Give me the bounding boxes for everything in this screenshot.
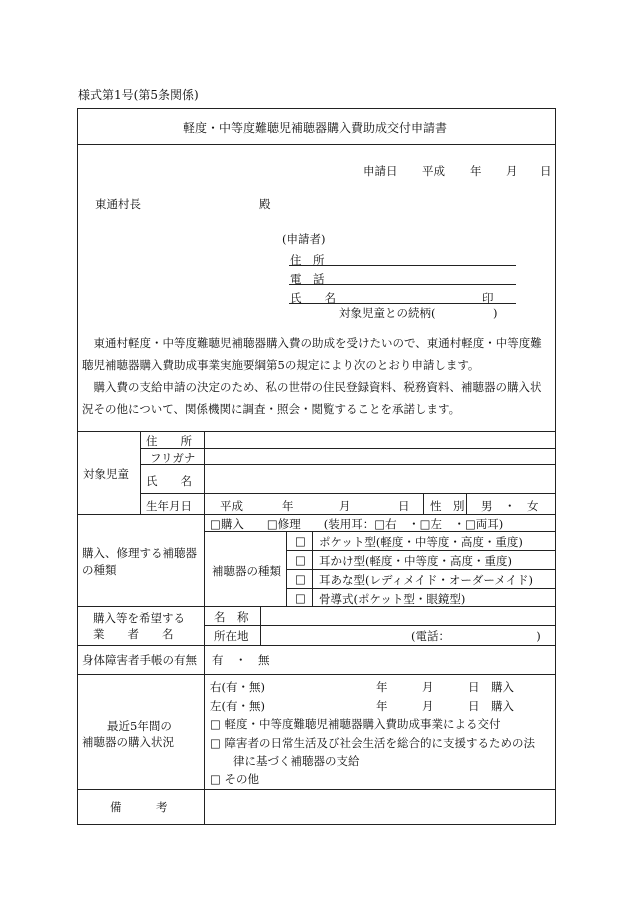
vendor-section-divider bbox=[77, 645, 556, 646]
application-date-era: 平成 bbox=[422, 164, 445, 178]
history-option-other[interactable]: □ その他 bbox=[210, 772, 260, 786]
applicant-name-line[interactable] bbox=[289, 303, 516, 304]
child-name-label: 氏 名 bbox=[146, 474, 192, 488]
kind-divider-3 bbox=[286, 588, 556, 589]
history-right-date: 年 月 日 購入 bbox=[376, 680, 514, 694]
kind-option-bone-conduction: 骨導式(ポケット型・眼鏡型) bbox=[319, 592, 466, 606]
application-date-label: 申請日 bbox=[363, 164, 398, 178]
sex-left-vline bbox=[423, 493, 424, 514]
seal-mark: 印 bbox=[482, 291, 494, 305]
vendor-phone: (電話： ) bbox=[411, 629, 541, 643]
birth-year: 年 bbox=[282, 499, 294, 513]
child-address-divider bbox=[140, 448, 556, 449]
addressee-honorific: 殿 bbox=[259, 197, 271, 211]
child-birthdate-label: 生年月日 bbox=[146, 499, 192, 513]
kind-option-behind-ear: 耳かけ型(軽度・中等度・高度・重度) bbox=[319, 554, 512, 568]
kind-divider-1 bbox=[286, 550, 556, 551]
addressee-name: 東通村長 bbox=[95, 197, 141, 211]
handbook-options[interactable]: 有 ・ 無 bbox=[212, 653, 270, 667]
consent-paragraph-1-line-1: 東通村軽度・中等度難聴児補聴器購入費の助成を受けたいので、東通村軽度・中等度難 bbox=[82, 336, 542, 350]
consent-paragraph-2-line-2: 況その他について、関係機関に調査・照会・閲覧することを承諾します。 bbox=[82, 402, 461, 416]
history-label-line-1: 最近5年間の bbox=[107, 719, 172, 733]
history-section-divider bbox=[77, 789, 556, 790]
vendor-address-label: 所在地 bbox=[214, 629, 249, 643]
applicant-phone-line[interactable] bbox=[289, 284, 516, 285]
sex-options[interactable]: 男 ・ 女 bbox=[481, 499, 539, 513]
history-label-line-2: 補聴器の購入状況 bbox=[82, 735, 174, 749]
sex-right-vline bbox=[466, 493, 467, 514]
applicant-address-line[interactable] bbox=[289, 265, 516, 266]
application-date-day: 日 bbox=[540, 164, 552, 178]
kind-divider-2 bbox=[286, 569, 556, 570]
applicant-heading: (申請者) bbox=[282, 232, 326, 246]
child-section-divider bbox=[77, 514, 556, 515]
kind-option-pocket: ポケット型(軽度・中等度・高度・重度) bbox=[319, 535, 523, 549]
history-option-grant[interactable]: □ 軽度・中等度難聴児補聴器購入費助成事業による交付 bbox=[210, 717, 501, 731]
kind-option-in-ear: 耳あな型(レディメイド・オーダーメイド) bbox=[319, 573, 534, 587]
history-left-date: 年 月 日 購入 bbox=[376, 699, 514, 713]
child-furigana-divider bbox=[140, 464, 556, 465]
kind-checkbox-1[interactable]: □ bbox=[295, 534, 306, 548]
label-column-vline bbox=[204, 431, 205, 825]
history-left-ear[interactable]: 左(有・無) bbox=[210, 699, 265, 713]
history-right-ear[interactable]: 右(有・無) bbox=[210, 680, 265, 694]
purchase-kind-label-line-2: の種類 bbox=[82, 563, 117, 577]
consent-paragraph-1-line-2: 聴児補聴器購入費助成事業実施要綱第5の規定により次のとおり申請します。 bbox=[82, 358, 480, 372]
purchase-kind-label-line-1: 購入、修理する補聴器 bbox=[82, 546, 197, 560]
form-title: 軽度・中等度難聴児補聴器購入費助成交付申請書 bbox=[182, 121, 447, 135]
kind-label-vline bbox=[286, 531, 287, 606]
application-date-year: 年 bbox=[470, 164, 482, 178]
applicant-name-label: 氏 名 bbox=[290, 291, 336, 305]
handbook-label: 身体障害者手帳の有無 bbox=[82, 653, 197, 667]
child-name-divider bbox=[140, 493, 556, 494]
remarks-label: 備 考 bbox=[110, 800, 168, 814]
kind-checkbox-3[interactable]: □ bbox=[295, 572, 306, 586]
applicant-phone-label: 電 話 bbox=[290, 272, 325, 286]
birth-era: 平成 bbox=[220, 499, 243, 513]
consent-paragraph-2-line-1: 購入費の支給申請の決定のため、私の世帯の住民登録資料、税務資料、補聴器の購入状 bbox=[82, 380, 542, 394]
history-option-support-law-cont: 律に基づく補聴器の支給 bbox=[210, 754, 360, 768]
table-top-divider bbox=[77, 431, 556, 432]
title-divider bbox=[77, 144, 556, 145]
kind-checkbox-vline bbox=[312, 531, 313, 606]
vendor-label-line-1: 購入等を希望する bbox=[93, 611, 185, 625]
handbook-section-divider bbox=[77, 674, 556, 675]
child-furigana-label: フリガナ bbox=[150, 451, 196, 465]
purchase-section-divider bbox=[77, 606, 556, 607]
history-option-support-law[interactable]: □ 障害者の日常生活及び社会生活を総合的に支援するための法 bbox=[210, 736, 536, 750]
vendor-label-line-2: 業 者 名 bbox=[93, 627, 174, 641]
kind-checkbox-2[interactable]: □ bbox=[295, 553, 306, 567]
vendor-inner-vline bbox=[260, 606, 261, 645]
kind-checkbox-4[interactable]: □ bbox=[295, 591, 306, 605]
relation-to-child: 対象児童との続柄( ) bbox=[339, 306, 498, 320]
application-date-month: 月 bbox=[506, 164, 518, 178]
vendor-divider bbox=[204, 625, 556, 626]
purchase-type-options[interactable]: □購入 □修理 (装用耳：□右 ・□左 ・□両耳) bbox=[210, 517, 504, 531]
child-section-label: 対象児童 bbox=[83, 467, 129, 481]
child-inner-vline bbox=[140, 431, 141, 514]
sex-label: 性 別 bbox=[430, 499, 465, 513]
child-address-label: 住 所 bbox=[146, 434, 192, 448]
vendor-name-label: 名 称 bbox=[214, 610, 249, 624]
applicant-address-label: 住 所 bbox=[290, 253, 325, 267]
birth-month: 月 bbox=[339, 499, 351, 513]
form-number-caption: 様式第1号(第5条関係) bbox=[78, 88, 199, 102]
birth-day: 日 bbox=[398, 499, 410, 513]
hearing-aid-kind-label: 補聴器の種類 bbox=[212, 564, 281, 578]
